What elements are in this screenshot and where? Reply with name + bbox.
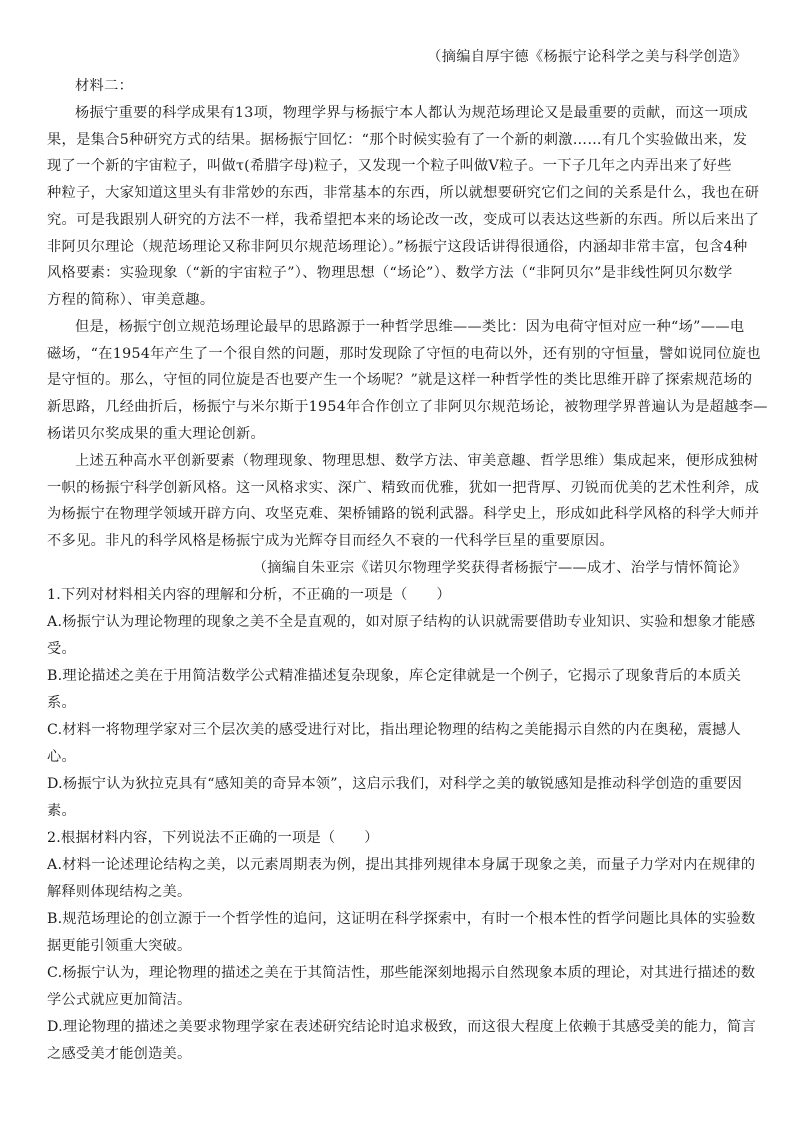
paragraph-line: 是守恒的。那么，守恒的同位旋是否也要产生一个场呢？”就是这样一种哲学性的类比思维开辟了探索规范场的 [47, 372, 753, 388]
question-1-option-b: 系。 [47, 695, 76, 711]
question-1-option-d: 素。 [47, 803, 76, 819]
question-1-option-a: A.杨振宁认为理论物理的现象之美不全是直观的，如对原子结构的认识就需要借助专业知识、实验和想象才能感 [47, 614, 756, 630]
paragraph-line: 究。可是我跟别人研究的方法不一样，我希望把本来的场论改一改，变成可以表达这些新的东西。所以后来出了 [47, 212, 760, 228]
paragraph-line: 方程的简称）、审美意趣。 [47, 292, 215, 308]
paragraph-line: 非阿贝尔理论（规范场理论又称非阿贝尔规范场理论）。”杨振宁这段话讲得很通俗，内涵却非常丰富，包含4种 [47, 239, 748, 255]
question-2-option-b: 据更能引领重大突破。 [47, 938, 192, 954]
paragraph-line: 上述五种高水平创新要素（物理现象、物理思想、数学方法、审美意趣、哲学思维）集成起来，便形成独树 [75, 453, 759, 469]
question-1-option-c: 心。 [47, 749, 76, 765]
paragraph-line: 风格要素：实验现象（“新的宇宙粒子”）、物理思想（“场论”）、数学方法（“非阿贝尔”是非线性阿贝尔数学 [47, 265, 733, 281]
question-1-option-a: 受。 [47, 641, 76, 657]
question-1-option-b: B.理论描述之美在于用简洁数学公式精准描述复杂现象，库仑定律就是一个例子，它揭示了现象背后的本质关 [47, 668, 742, 684]
question-2-option-a: 解释则体现结构之美。 [47, 884, 192, 900]
paragraph-line: 一帜的杨振宁科学创新风格。这一风格求实、深广、精致而优雅，犹如一把背厚、刃锐而优美的艺术性利斧，成 [47, 480, 760, 496]
question-2-option-d: D.理论物理的描述之美要求物理学家在表述研究结论时追求极致，而这很大程度上依赖于其感受美的能力，简言 [47, 1019, 756, 1035]
paragraph-line: 磁场，“在1954年产生了一个很自然的问题，那时发现除了守恒的电荷以外，还有别的守恒量，譬如说同位旋也 [47, 346, 761, 362]
question-2-option-d: 之感受美才能创造美。 [47, 1046, 192, 1062]
paragraph-line: 种粒子，大家知道这里头有非常妙的东西，非常基本的东西，所以就想要研究它们之间的关系是什么，我也在研 [47, 185, 760, 201]
question-2-option-c: 学公式就应更加简洁。 [47, 992, 192, 1008]
paragraph-line: 为杨振宁在物理学领域开辟方向、攻坚克难、架桥铺路的锐利武器。科学史上，形成如此科学风格的科学大师并 [47, 506, 760, 522]
question-1-stem: 1.下列对材料相关内容的理解和分析，不正确的一项是（ ） [47, 587, 451, 603]
paragraph-line: 果，是集合5种研究方式的结果。据杨振宁回忆：“那个时候实验有了一个新的刺激……有几个实验做出来，发 [47, 132, 748, 148]
question-1-option-c: C.材料一将物理学家对三个层次美的感受进行对比，指出理论物理的结构之美能揭示自然的内在奥秘，震撼人 [47, 722, 741, 738]
question-2-option-c: C.杨振宁认为，理论物理的描述之美在于其简洁性，那些能深刻地揭示自然现象本质的理论，对其进行描述的数 [47, 965, 756, 981]
paragraph-line: 新思路，几经曲折后，杨振宁与米尔斯于1954年合作创立了非阿贝尔规范场论，被物理学界普遍认为是超越李— [47, 399, 768, 415]
paragraph-line: 不多见。非凡的科学风格是杨振宁成为光辉夺目而经久不衰的一代科学巨星的重要原因。 [47, 533, 614, 549]
question-2-option-b: B.规范场理论的创立源于一个哲学性的追问，这证明在科学探索中，有时一个根本性的哲学问题比具体的实验数 [47, 911, 756, 927]
question-2-stem: 2.根据材料内容，下列说法不正确的一项是（ ） [47, 830, 379, 846]
paragraph-line: 杨诺贝尔奖成果的重大理论创新。 [47, 426, 266, 442]
source-citation-1: （摘编自厚宇德《杨振宁论科学之美与科学创造》 [427, 49, 747, 65]
paragraph-line: 但是，杨振宁创立规范场理论最早的思路源于一种哲学思维——类比：因为电荷守恒对应一种“场”——电 [75, 319, 745, 335]
paragraph-line: 现了一个新的宇宙粒子，叫做τ(希腊字母)粒子，又发现一个粒子叫做V粒子。一下子几年之内弄出来了好些 [47, 158, 732, 174]
paragraph-line: 杨振宁重要的科学成果有13项，物理学界与杨振宁本人都认为规范场理论又是最重要的贡献，而这一项成 [75, 105, 748, 121]
question-1-option-d: D.杨振宁认为狄拉克具有“感知美的奇异本领”，这启示我们，对科学之美的敏锐感知是推动科学创造的重要因 [47, 776, 743, 792]
question-2-option-a: A.材料一论述理论结构之美，以元素周期表为例，提出其排列规律本身属于现象之美，而量子力学对内在规律的 [47, 857, 756, 873]
material-2-heading: 材料二： [75, 78, 134, 94]
source-citation-2: （摘编自朱亚宗《诺贝尔物理学奖获得者杨振宁——成才、治学与情怀简论》 [252, 560, 747, 576]
